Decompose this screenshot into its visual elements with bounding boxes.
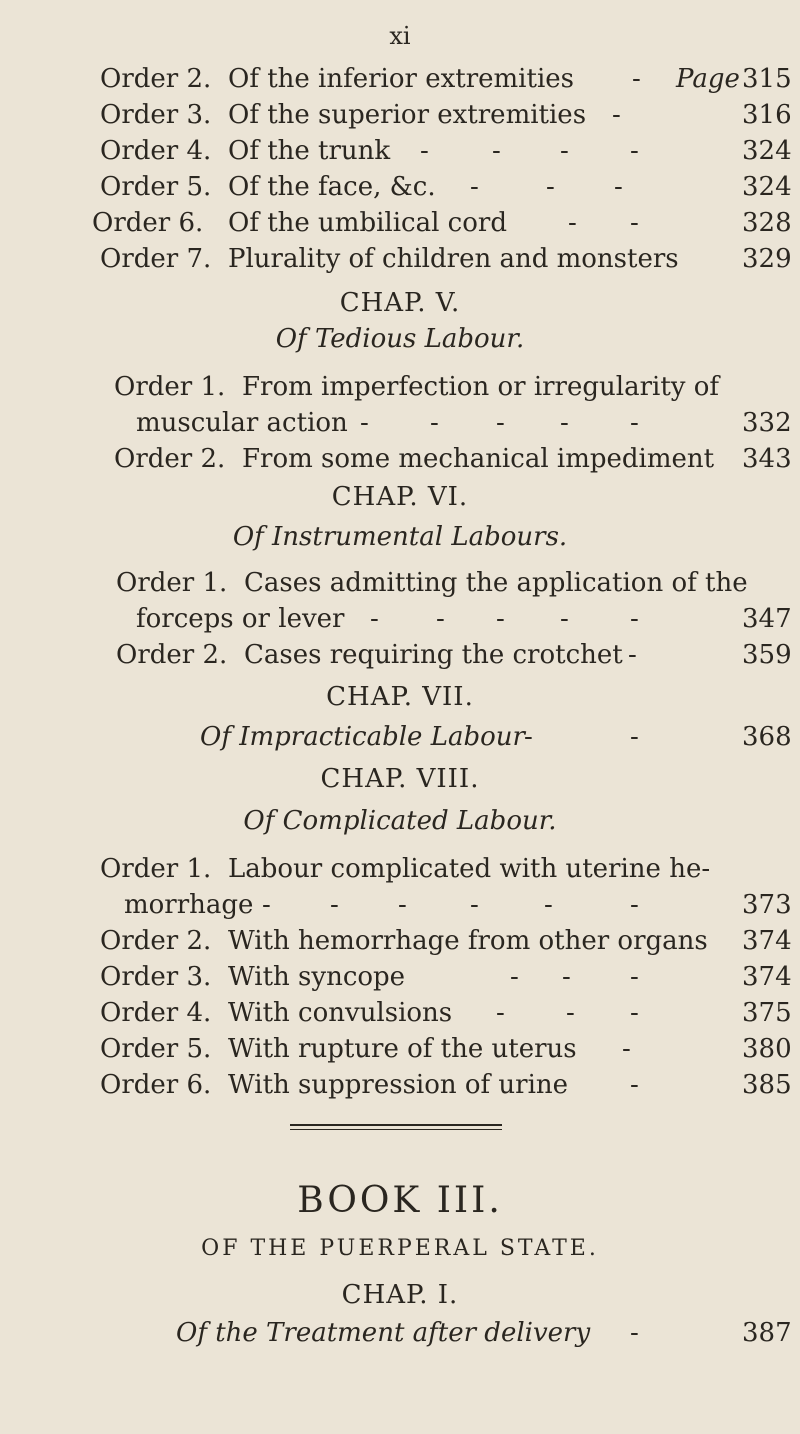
order-label: Order 1.	[114, 372, 226, 402]
chapter-heading: CHAP. V.	[339, 288, 461, 318]
entry-title: Of the trunk	[228, 136, 391, 166]
dash: -	[470, 890, 479, 920]
page-label: Page	[676, 64, 740, 94]
order-label: Order 1.	[100, 854, 212, 884]
toc-row	[0, 370, 800, 404]
dash: -	[630, 962, 639, 992]
order-label: Order 4.	[100, 998, 212, 1028]
toc-row	[0, 1032, 800, 1066]
dash: -	[496, 998, 505, 1028]
folio-number: xi	[389, 22, 411, 50]
dash: -	[330, 890, 339, 920]
page-number: 347	[742, 604, 792, 634]
dash: -	[546, 172, 555, 202]
order-label: Order 6.	[100, 1070, 212, 1100]
toc-row	[0, 442, 800, 476]
page-number: 387	[742, 1318, 792, 1348]
entry-title: Of the umbilical cord	[228, 208, 507, 238]
entry-title: With suppression of urine	[228, 1070, 569, 1100]
order-label: Order 5.	[100, 1034, 212, 1064]
dash: -	[630, 722, 639, 752]
dash: -	[622, 1034, 631, 1064]
chapter-heading: CHAP. VIII.	[320, 764, 480, 794]
dash: -	[562, 962, 571, 992]
dash: -	[630, 208, 639, 238]
order-label: Order 3.	[100, 962, 212, 992]
dash: -	[370, 604, 379, 634]
dash: -	[430, 408, 439, 438]
dash: -	[496, 408, 505, 438]
order-label: Order 2.	[100, 926, 212, 956]
page-number: 329	[742, 244, 792, 274]
dash: -	[630, 998, 639, 1028]
toc-row	[0, 924, 800, 958]
toc-row	[0, 852, 800, 886]
order-label: Order 7.	[100, 244, 212, 274]
order-label: Order 2.	[100, 64, 212, 94]
chapter-subtitle: Of Complicated Labour.	[243, 806, 557, 836]
page-number: 380	[742, 1034, 792, 1064]
entry-title: With convulsions	[228, 998, 453, 1028]
page-number: 332	[742, 408, 792, 438]
dash: -	[560, 408, 569, 438]
toc-row	[0, 566, 800, 600]
order-label: Order 4.	[100, 136, 212, 166]
dash: -	[496, 604, 505, 634]
chapter-heading: CHAP. I.	[341, 1280, 459, 1310]
toc-row	[0, 98, 800, 132]
dash: -	[470, 172, 479, 202]
dash: -	[632, 64, 641, 94]
dash: -	[630, 890, 639, 920]
toc-row	[0, 206, 800, 240]
entry-title: Cases requiring the crotchet	[244, 640, 623, 670]
toc-row-continuation	[0, 888, 800, 922]
order-label: Order 5.	[100, 172, 212, 202]
page-number: 315	[742, 64, 792, 94]
dash: -	[630, 408, 639, 438]
chapter-heading: CHAP. VI.	[331, 482, 469, 512]
dash: -	[614, 172, 623, 202]
entry-title: Of the face, &c.	[228, 172, 436, 202]
toc-row	[0, 720, 800, 754]
chapter-subtitle: Of Impracticable Labour	[200, 722, 525, 752]
entry-title: From imperfection or irregularity of	[242, 372, 720, 402]
entry-title-continued: muscular action	[136, 408, 348, 438]
toc-row	[0, 1316, 800, 1350]
section-rule	[290, 1124, 502, 1126]
dash: -	[630, 136, 639, 166]
toc-row-continuation	[0, 602, 800, 636]
page-number: 373	[742, 890, 792, 920]
dash: -	[630, 1070, 639, 1100]
dash: -	[360, 408, 369, 438]
page-number: 343	[742, 444, 792, 474]
entry-title-continued: morrhage	[124, 890, 254, 920]
entry-title: Cases admitting the application of the	[244, 568, 748, 598]
dash: -	[436, 604, 445, 634]
entry-title-continued: forceps or lever	[136, 604, 345, 634]
book-subtitle: OF THE PUERPERAL STATE.	[201, 1236, 599, 1261]
dash: -	[560, 136, 569, 166]
toc-row	[0, 242, 800, 276]
dash: -	[524, 722, 533, 752]
entry-title: Labour complicated with uterine he-	[228, 854, 711, 884]
dash: -	[628, 640, 637, 670]
order-label: Order 3.	[100, 100, 212, 130]
chapter-heading: CHAP. VII.	[326, 682, 474, 712]
toc-row	[0, 638, 800, 672]
page-number: 375	[742, 998, 792, 1028]
toc-row	[0, 1068, 800, 1102]
section-rule	[290, 1129, 502, 1130]
dash: -	[566, 998, 575, 1028]
page-number: 368	[742, 722, 792, 752]
chapter-subtitle: Of Instrumental Labours.	[232, 522, 568, 552]
toc-row	[0, 960, 800, 994]
toc-row	[0, 62, 800, 96]
dash: -	[398, 890, 407, 920]
page-number: 359	[742, 640, 792, 670]
dash: -	[568, 208, 577, 238]
toc-row	[0, 996, 800, 1030]
dash: -	[544, 890, 553, 920]
entry-title: Plurality of children and monsters	[228, 244, 679, 274]
page-number: 324	[742, 172, 792, 202]
order-label: Order 1.	[116, 568, 228, 598]
order-label: Order 6.	[92, 208, 204, 238]
chapter-subtitle: Of the Treatment after delivery	[176, 1318, 591, 1348]
entry-title: With syncope	[228, 962, 406, 992]
page-number: 374	[742, 926, 792, 956]
book-heading: BOOK III.	[297, 1180, 503, 1221]
dash: -	[630, 1318, 639, 1348]
page-number: 385	[742, 1070, 792, 1100]
toc-row-continuation	[0, 406, 800, 440]
entry-title: With hemorrhage from other organs	[228, 926, 708, 956]
chapter-subtitle: Of Tedious Labour.	[275, 324, 525, 354]
order-label: Order 2.	[116, 640, 228, 670]
toc-row	[0, 170, 800, 204]
entry-title: With rupture of the uterus	[228, 1034, 577, 1064]
page-number: 324	[742, 136, 792, 166]
toc-row	[0, 134, 800, 168]
order-label: Order 2.	[114, 444, 226, 474]
dash: -	[262, 890, 271, 920]
entry-title: From some mechanical impediment	[242, 444, 715, 474]
dash: -	[510, 962, 519, 992]
page-number: 374	[742, 962, 792, 992]
page-number: 316	[742, 100, 792, 130]
dash: -	[630, 604, 639, 634]
dash: -	[560, 604, 569, 634]
entry-title: Of the inferior extremities	[228, 64, 574, 94]
dash: -	[492, 136, 501, 166]
entry-title: Of the superior extremities	[228, 100, 587, 130]
page-number: 328	[742, 208, 792, 238]
dash: -	[420, 136, 429, 166]
dash: -	[612, 100, 621, 130]
